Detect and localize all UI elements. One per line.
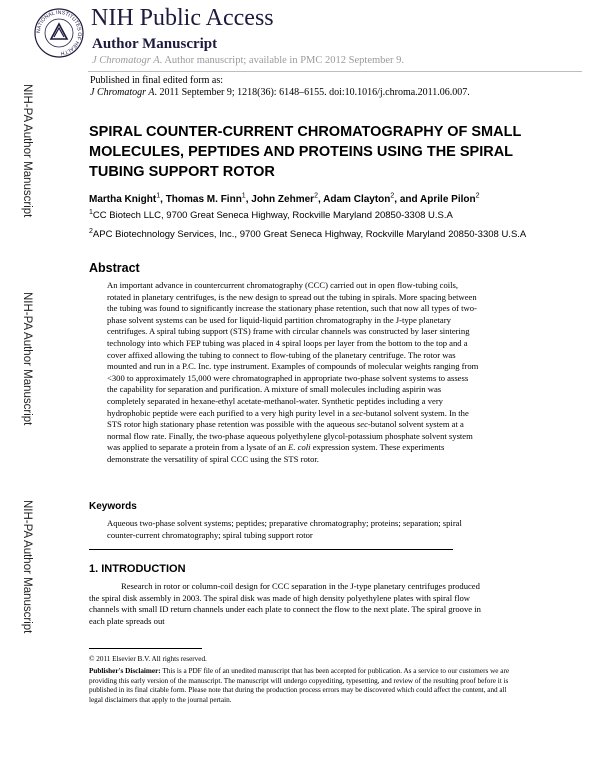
citation-line [90, 87, 470, 98]
author-manuscript-label: Author Manuscript [92, 36, 218, 52]
abstract-text: expression system. These experiments demonstrate the versatility of spiral CCC using the STS rotor. [107, 442, 445, 464]
abstract-heading: Abstract [89, 261, 140, 275]
disclaimer-label: Publisher's Disclaimer: [89, 667, 161, 675]
introduction-body [89, 581, 484, 627]
keywords-divider [89, 549, 453, 550]
abstract-body [107, 280, 479, 466]
affiliation-text: APC Biotechnology Services, Inc., 9700 Great Seneca Highway, Rockville Maryland 20850-3308 U.S.A [92, 229, 527, 241]
keywords-text: Aqueous two-phase solvent systems; peptides; preparative chromatography; proteins; separation; spiral counter-current chromatography; spiral tubing support rotor [107, 518, 462, 540]
author-separator: , [245, 194, 252, 206]
availability-line [92, 55, 404, 66]
disclaimer-text: This is a PDF file of an unedited manuscript that has been accepted for publication. As a service to our customers we are providing this early version of the manuscript. The manuscript will undergo copyediting, typesetting, and review of the resulting proof before it is published in its final citable form. Please note that during the production process errors may be discovered which could affect the content, and all legal disclaimers that apply to the journal pertain. [89, 667, 510, 704]
side-label-top: NIH-PA Author Manuscript [21, 84, 33, 218]
author-affiliation-mark: 1 [156, 193, 161, 200]
copyright-notice: © 2011 Elsevier B.V. All rights reserved. [89, 655, 207, 663]
author-name: Aprile Pilon [420, 194, 476, 206]
abstract-italic: sec [352, 407, 364, 418]
introduction-paragraph: Research in rotor or column-coil design for CCC separation in the J-type planetary centrifuges produced the spiral disk assembly in 2003. The spiral disk was made of high density polyethylene plates with spiral flow channels with small ID return channels under each plate to connect the flow to the next plate. The spiral groove in each plate spreads out [89, 581, 481, 626]
abstract-text: An important advance in countercurrent chromatography (CCC) carried out in open flow-tubing coils, rotated in planetary centrifuges, is the new design to spread out the tubing in spirals. More spacing between the tubing was found to significantly increase the stationary phase retention, such that now all types of two-phase solvent systems can be used for liquid-liquid partition chromatography in the J-type planetary centrifuges. A spiral tubing support (STS) frame with circular channels was constructed by laser sintering technology into which FEP tubing was placed in 4 spiral loops per layer from the bottom to the top and a cover affixed allowing the tubing to connect to flow-tubing of the planetary centrifuge. The rotor was mounted and run in a P.C. Inc. type instrument. Examples of compounds of molecular weights ranging from <300 to approximately 15,000 were chromatographed in appropriate two-phase solvent systems to assess the capability for separation and purification. A mixture of small molecules including aspirin was completely separated in hexane-ethyl acetate-methanol-water. Synthetic peptides including a very hydrophobic peptide were each purified to a very high purity level in a [107, 280, 479, 418]
author-affiliation-mark: 2 [314, 193, 318, 200]
svg-text:NATIONAL INSTITUTES OF HEALTH: NATIONAL INSTITUTES OF HEALTH [35, 9, 83, 56]
author-affiliation-mark: 2 [475, 193, 480, 200]
author-separator: , [160, 194, 166, 206]
citation-journal: J Chromatogr A [90, 87, 155, 98]
author-affiliation-mark: 2 [390, 193, 395, 200]
affiliation-1 [89, 207, 529, 222]
availability-text: . Author manuscript; available in PMC 2012 September 9. [159, 55, 405, 66]
author-name: Martha Knight [89, 194, 157, 206]
side-label-middle: NIH-PA Author Manuscript [21, 292, 33, 426]
article-title: SPIRAL COUNTER-CURRENT CHROMATOGRAPHY OF SMALL MOLECULES, PEPTIDES AND PROTEINS USING THE SPIRAL TUBING SUPPORT ROTOR [89, 124, 522, 180]
affiliation-2 [89, 226, 534, 241]
author-name: Adam Clayton [323, 194, 391, 206]
author-name: Thomas M. Finn [165, 194, 242, 206]
author-affiliation-mark: 1 [241, 193, 246, 200]
author [166, 194, 252, 205]
abstract-text: -butanol solvent system at a normal flow rate. Finally, the two-phase aqueous polyethylene glycol-potassium phosphate solvent system was applied to separate a protein from a lysate of an [107, 419, 473, 453]
nih-public-access-title: NIH Public Access [91, 5, 274, 31]
affiliation-mark: 1 [89, 209, 93, 216]
author [251, 194, 323, 205]
introduction-heading: 1. INTRODUCTION [89, 563, 186, 575]
author-name: John Zehmer [251, 194, 315, 206]
author [420, 194, 479, 205]
author-separator: , [317, 194, 324, 206]
publisher-disclaimer [89, 667, 519, 705]
abstract-text: -butanol solvent system. In the STS rotor high stationary phase retention was possible with the aqueous [107, 407, 469, 430]
author [89, 194, 166, 205]
header-divider [88, 71, 582, 72]
author-separator: , and [394, 194, 421, 206]
footnote-divider [89, 648, 202, 649]
keywords-heading: Keywords [89, 501, 137, 512]
citation-text: . 2011 September 9; 1218(36): 6148–6155. doi:10.1016/j.chroma.2011.06.007. [154, 87, 470, 98]
published-label: Published in final edited form as: [90, 75, 224, 86]
abstract-italic: E. coli [288, 442, 311, 453]
nih-seal-logo [34, 8, 84, 58]
author [323, 194, 420, 205]
availability-journal: J Chromatogr A [92, 55, 160, 66]
affiliation-text: CC Biotech LLC, 9700 Great Seneca Highway, Rockville Maryland 20850-3308 U.S.A [92, 210, 453, 222]
affiliation-mark: 2 [89, 228, 93, 235]
author-list [89, 193, 579, 205]
side-label-bottom: NIH-PA Author Manuscript [21, 500, 33, 634]
abstract-italic: sec [356, 419, 368, 430]
